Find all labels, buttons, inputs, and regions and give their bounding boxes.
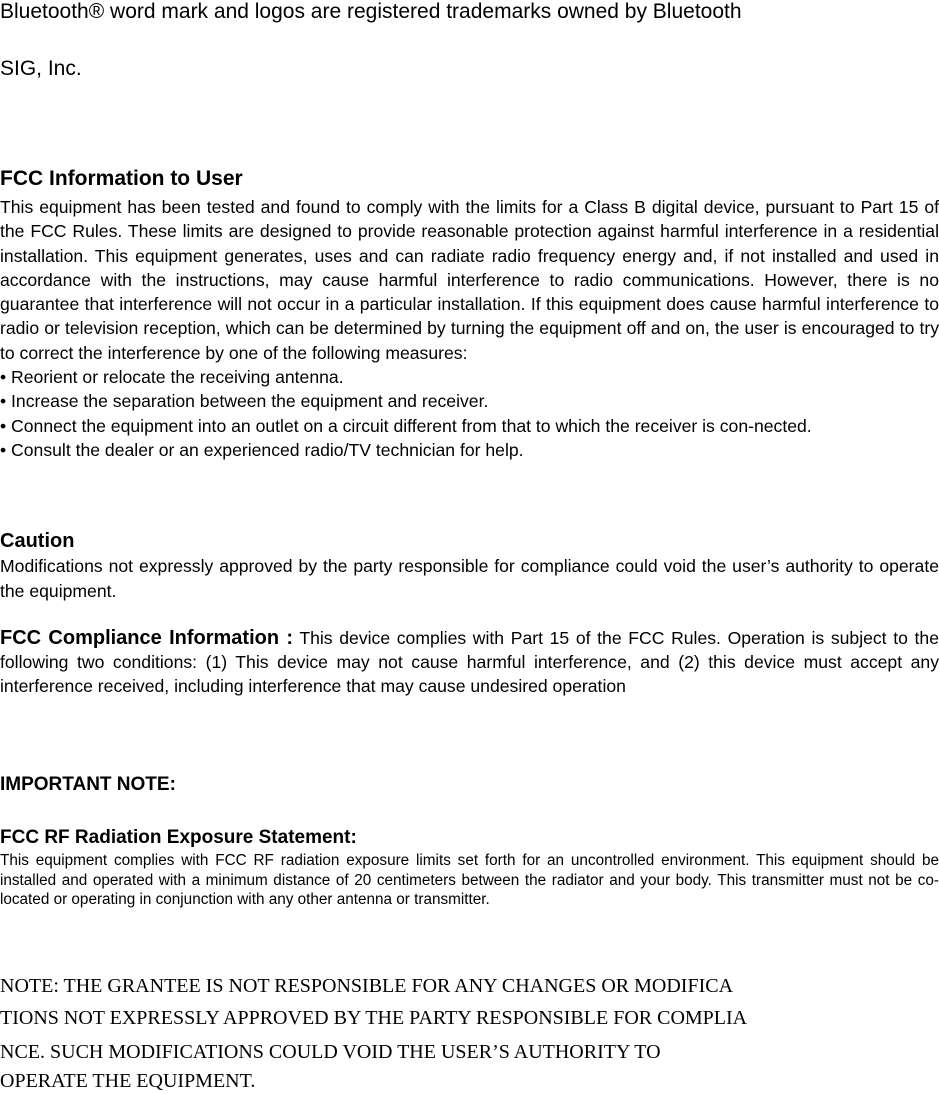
- notice-line-2: TIONS NOT EXPRESSLY APPROVED BY THE PARTY RESPONSIBLE FOR COMPLIA: [0, 1007, 748, 1029]
- trademark-line-2: SIG, Inc.: [0, 57, 82, 80]
- caution-heading: Caution: [0, 530, 75, 552]
- rf-exposure-text: This equipment complies with FCC RF radiation exposure limits set forth for an uncontrolled environment. This equipment should be installed and operated with a minimum distance of 20 centimeters between the radiator and your body. This transmitter must not be co-located or operating in conjunction with any other antenna or transmitter.: [0, 852, 939, 909]
- fcc-info-heading: FCC Information to User: [0, 167, 243, 190]
- notice-line-3: NCE. SUCH MODIFICATIONS COULD VOID THE USER’S AUTHORITY TO: [0, 1041, 661, 1063]
- compliance-heading: FCC Compliance Information :: [0, 627, 294, 649]
- measure-item: • Consult the dealer or an experienced radio/TV technician for help.: [0, 439, 524, 460]
- compliance-text: This device complies with Part 15 of the FCC Rules. Operation is subject to the following two conditions: (1) This device may not cause harmful interference, and (2) this device must accept any interference received, including interference that may cause undesired operation: [0, 628, 939, 697]
- fcc-info-section: [0, 195, 939, 462]
- trademark-line-1: Bluetooth® word mark and logos are registered trademarks owned by Bluetooth: [0, 0, 742, 23]
- notice-line-4: OPERATE THE EQUIPMENT.: [0, 1070, 256, 1092]
- measure-item: • Reorient or relocate the receiving antenna.: [0, 367, 344, 388]
- important-note-heading: IMPORTANT NOTE:: [0, 774, 176, 795]
- measure-item: • Connect the equipment into an outlet on a circuit different from that to which the receiver is con-nected.: [0, 415, 812, 436]
- caution-text: Modifications not expressly approved by the party responsible for compliance could void the user’s authority to operate the equipment.: [0, 556, 939, 601]
- rf-exposure-heading: FCC RF Radiation Exposure Statement:: [0, 827, 357, 848]
- measure-item: • Increase the separation between the equipment and receiver.: [0, 391, 489, 412]
- compliance-section: [0, 626, 939, 699]
- notice-line-1: NOTE: THE GRANTEE IS NOT RESPONSIBLE FOR ANY CHANGES OR MODIFICA: [0, 975, 734, 997]
- fcc-info-paragraph: This equipment has been tested and found to comply with the limits for a Class B digital device, pursuant to Part 15 of the FCC Rules. These limits are designed to provide reasonable protection against harmful interference in a residential installation. This equipment generates, uses and can radiate radio frequency energy and, if not installed and used in accordance with the instructions, may cause harmful interference to radio communications. However, there is no guarantee that interference will not occur in a particular installation. If this equipment does cause harmful interference to radio or television reception, which can be determined by turning the equipment off and on, the user is encouraged to try to correct the interference by one of the following measures:: [0, 197, 939, 363]
